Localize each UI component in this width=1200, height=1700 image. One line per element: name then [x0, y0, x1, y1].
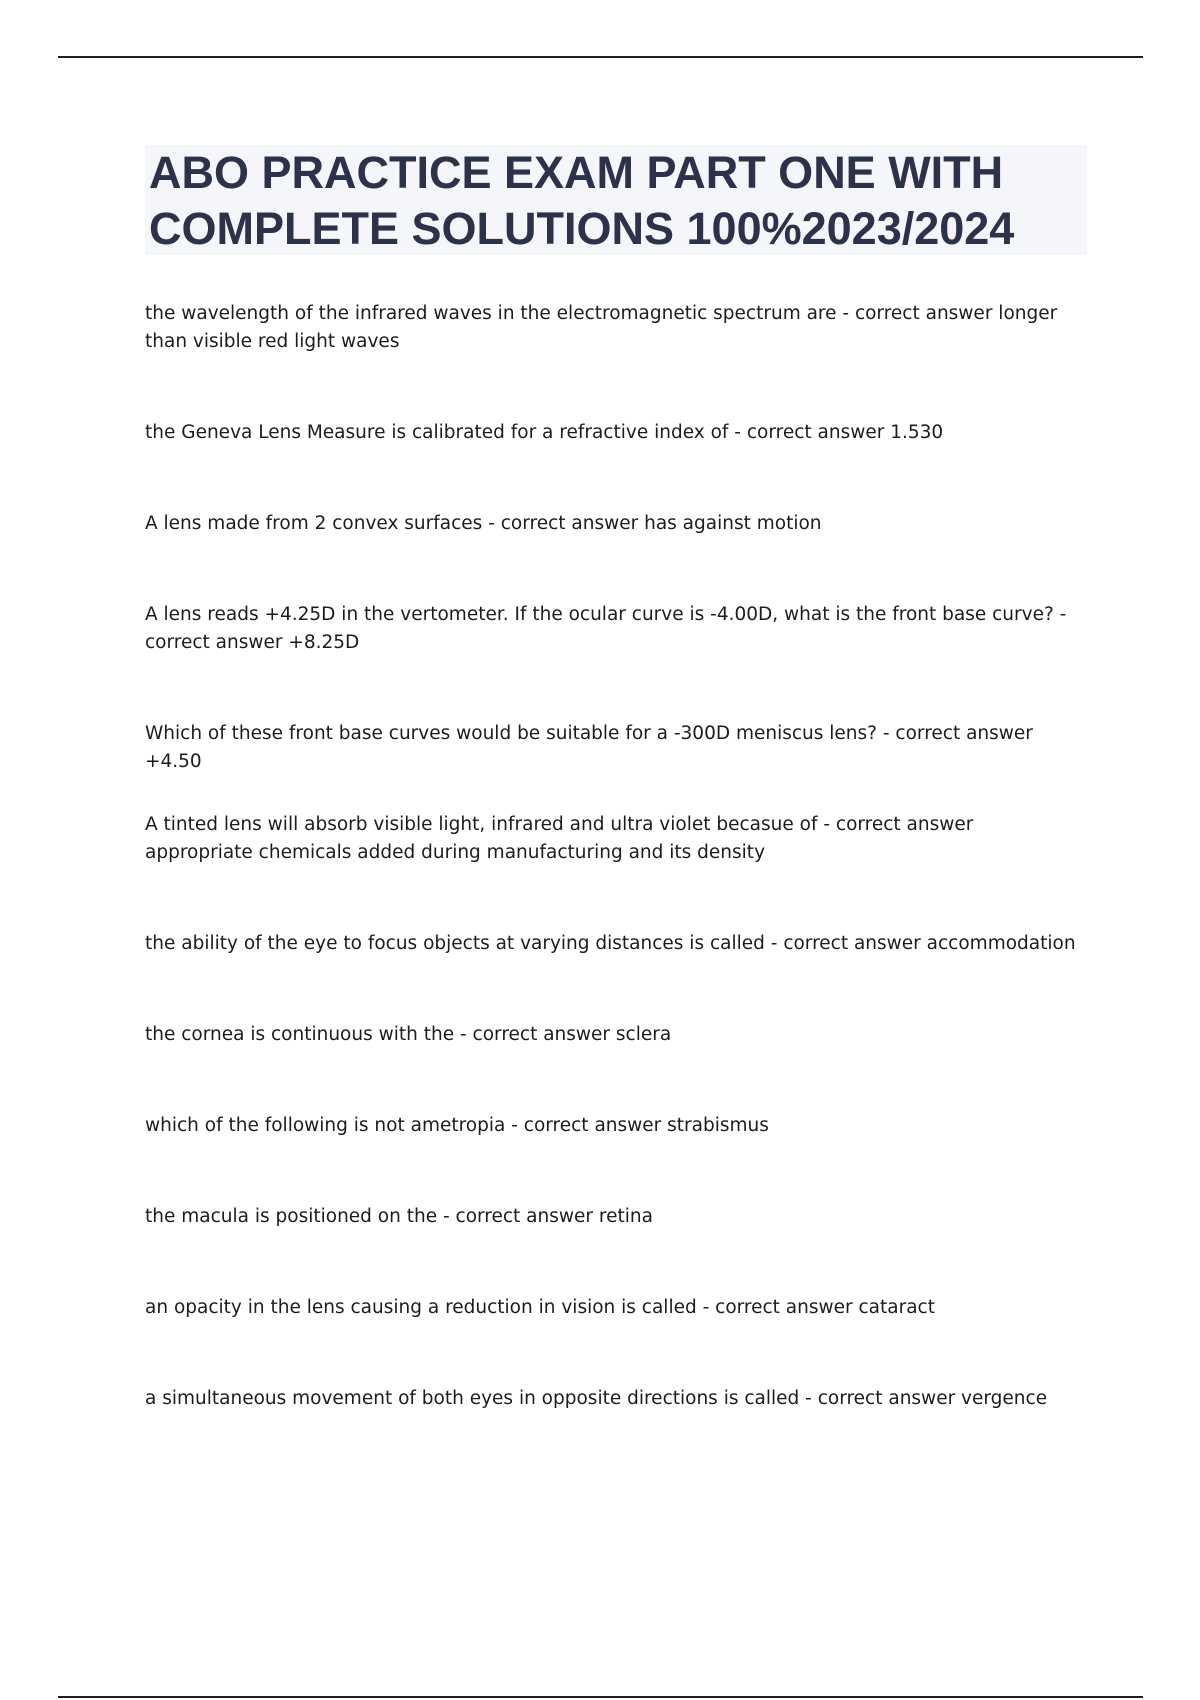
document-title: ABO PRACTICE EXAM PART ONE WITH COMPLETE SOLUTIONS 100%2023/2024	[149, 147, 1015, 254]
bottom-rule	[58, 1696, 1143, 1698]
qa-item: which of the following is not ametropia - correct answer strabismus	[145, 1115, 769, 1136]
qa-item: A lens made from 2 convex surfaces - correct answer has against motion	[145, 513, 822, 534]
qa-item: Which of these front base curves would be suitable for a -300D meniscus lens? - correct answer +4.50	[145, 723, 1033, 772]
qa-item: the Geneva Lens Measure is calibrated for a refractive index of - correct answer 1.530	[145, 422, 944, 443]
qa-item: the ability of the eye to focus objects at varying distances is called - correct answer accommodation	[145, 933, 1076, 954]
top-rule	[58, 56, 1143, 58]
qa-item: the cornea is continuous with the - correct answer sclera	[145, 1024, 672, 1045]
qa-item: A tinted lens will absorb visible light, infrared and ultra violet becasue of - correct answer appropriate chemicals added during manufacturing and its density	[145, 814, 974, 863]
qa-item: A lens reads +4.25D in the vertometer. If the ocular curve is -4.00D, what is the front base curve? - correct answer +8.25D	[145, 604, 1067, 653]
qa-item: an opacity in the lens causing a reduction in vision is called - correct answer cataract	[145, 1297, 935, 1318]
qa-item: the macula is positioned on the - correct answer retina	[145, 1206, 653, 1227]
title-block	[145, 145, 1087, 255]
qa-item: a simultaneous movement of both eyes in opposite directions is called - correct answer vergence	[145, 1388, 1048, 1409]
qa-item: the wavelength of the infrared waves in the electromagnetic spectrum are - correct answer longer than visible red light waves	[145, 303, 1058, 352]
